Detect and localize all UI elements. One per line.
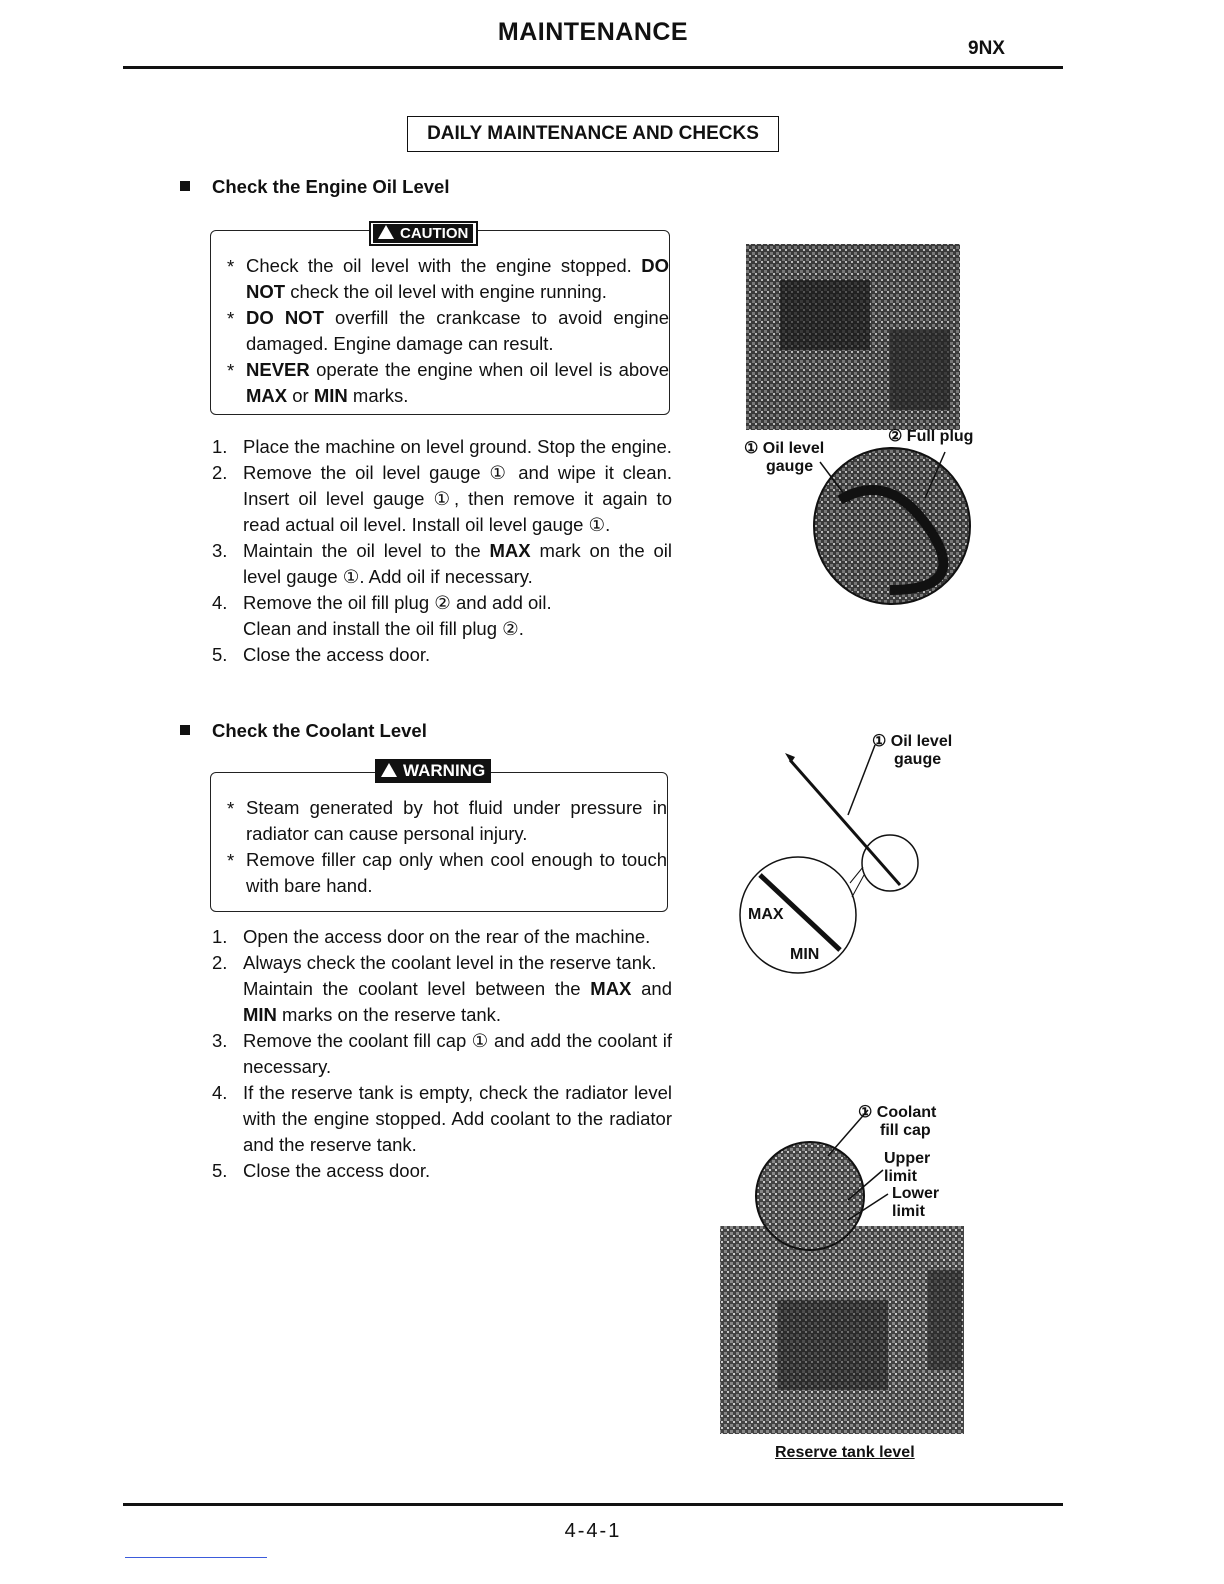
footer-rule: [123, 1503, 1063, 1506]
model-label: 9NX: [968, 38, 1005, 59]
step-item: 3. Remove the coolant fill cap ① and add the coolant if necessary.: [212, 1030, 672, 1077]
fill-plug-label: ② Full plug: [888, 428, 974, 445]
warning-item: * Steam generated by hot fluid under pressure in radiator can cause personal injury.: [211, 795, 667, 847]
coolant-section-heading: Check the Coolant Level: [180, 720, 427, 742]
page-header-title: MAINTENANCE: [497, 18, 689, 46]
caution-item: * DO NOT overfill the crankcase to avoid engine damaged. Engine damage can result.: [211, 305, 669, 357]
oil-gauge-label: ① Oil level gauge: [744, 440, 825, 475]
warning-triangle-icon: [378, 225, 394, 239]
step-item: 5. Close the access door.: [212, 644, 431, 665]
lower-limit-label: Lower limit: [892, 1185, 940, 1220]
step-item: 2. Remove the oil level gauge ① and wipe it clean. Insert oil level gauge ①, then remove it again to read actual oil level. Install oil level gauge ①.: [212, 462, 672, 535]
max-mark-label: MAX: [748, 906, 784, 923]
min-mark-label: MIN: [790, 946, 820, 963]
warning-box: [210, 761, 668, 912]
figure-caption: Reserve tank level: [775, 1444, 915, 1461]
step-item: 1. Place the machine on level ground. Stop the engine.: [212, 436, 672, 457]
caution-box: [210, 225, 670, 415]
dipstick-gauge-label: ① Oil level gauge: [872, 733, 953, 768]
dipstick-diagram: [730, 735, 940, 985]
bullet-icon: [180, 725, 190, 735]
caution-item: * NEVER operate the engine when oil level is above MAX or MIN marks.: [211, 357, 669, 409]
warning-triangle-icon: [381, 763, 397, 777]
coolant-steps: [212, 924, 672, 1184]
step-item: 2. Always check the coolant level in the reserve tank. Maintain the coolant level between the MAX and MIN marks on the reserve tank.: [212, 952, 672, 1025]
step-item: 1. Open the access door on the rear of the machine.: [212, 926, 651, 947]
warning-item: * Remove filler cap only when cool enough to touch with bare hand.: [211, 847, 667, 899]
reserve-tank-figure: [718, 1100, 968, 1440]
page-number: 4-4-1: [564, 1520, 622, 1542]
oil-section-heading: Check the Engine Oil Level: [180, 176, 449, 198]
engine-oil-figure: [740, 240, 990, 610]
caution-item: * Check the oil level with the engine stopped. DO NOT check the oil level with engine running.: [211, 253, 669, 305]
step-item: 4. If the reserve tank is empty, check the radiator level with the engine stopped. Add coolant to the radiator and the reserve tank.: [212, 1082, 672, 1155]
section-title: DAILY MAINTENANCE AND CHECKS: [407, 116, 779, 152]
header-rule: [123, 66, 1063, 69]
coolant-cap-label: ① Coolant fill cap: [858, 1104, 937, 1139]
upper-limit-label: Upper limit: [884, 1150, 931, 1185]
warning-badge: WARNING: [375, 759, 491, 783]
caution-badge: CAUTION: [369, 221, 478, 246]
bullet-icon: [180, 181, 190, 191]
step-item: 3. Maintain the oil level to the MAX mark on the oil level gauge ①. Add oil if necessary.: [212, 540, 672, 587]
step-item: 5. Close the access door.: [212, 1160, 431, 1181]
step-item: 4. Remove the oil fill plug ② and add oil. Clean and install the oil fill plug ②.: [212, 592, 552, 639]
oil-steps: [212, 434, 672, 668]
footnote-rule: [125, 1557, 267, 1558]
